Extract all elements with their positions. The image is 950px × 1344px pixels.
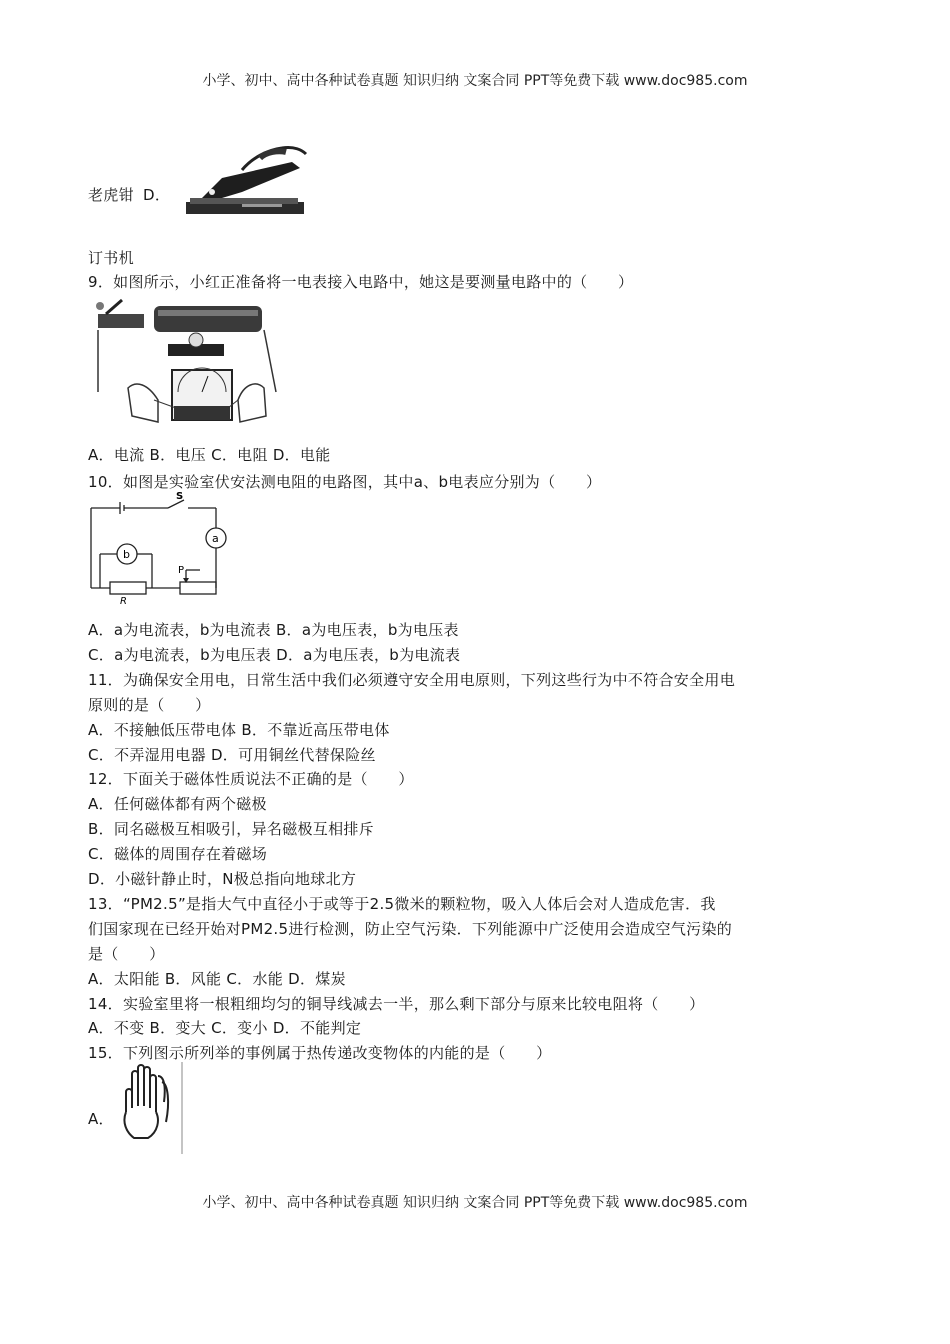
q10-meter-a-label: a [212, 532, 219, 545]
q12-option-b: B．同名磁极互相吸引，异名磁极互相排斥 [88, 820, 374, 838]
q8-option-d-prefix: D． [142, 186, 171, 204]
q8-option-d-label: 订书机 [88, 249, 134, 267]
q10-stem: 10．如图是实验室伏安法测电阻的电路图，其中a、b电表应分别为（ ） [88, 473, 602, 491]
q11-stem-line2: 原则的是（ ） [88, 696, 211, 714]
q11-options-line2: C．不弄湿用电器 D．可用铜丝代替保险丝 [88, 746, 376, 764]
q12-option-a: A．任何磁体都有两个磁极 [88, 795, 267, 813]
q12-option-c: C．磁体的周围存在着磁场 [88, 845, 268, 863]
q15-option-a-prefix: A． [88, 1110, 114, 1128]
q9-stem: 9．如图所示，小红正准备将一电表接入电路中，她这是要测量电路中的（ ） [88, 273, 634, 291]
q10-resistor-label: R [120, 596, 127, 606]
q10-meter-b-label: b [123, 548, 130, 561]
q10-circuit-diagram [88, 490, 230, 606]
q13-stem-line2: 们国家现在已经开始对PM2.5进行检测，防止空气污染．下列能源中广泛使用会造成空气污染的 [88, 920, 733, 938]
q12-option-d: D．小磁针静止时，N极总指向地球北方 [88, 870, 357, 888]
page-header: 小学、初中、高中各种试卷真题 知识归纳 文案合同 PPT等免费下载 www.doc985.com [202, 73, 748, 89]
q13-stem-line3: 是（ ） [88, 945, 165, 963]
hands-rubbing-figure [118, 1062, 188, 1154]
q8-option-c-text: 老虎钳 [88, 186, 134, 204]
q14-options: A．不变 B．变大 C．变小 D．不能判定 [88, 1019, 362, 1037]
q8-option-c-label [88, 185, 170, 205]
q10-switch-label: S [176, 491, 184, 502]
q10-slider-label: P [178, 565, 185, 576]
q13-stem-line1: 13．“PM2.5”是指大气中直径小于或等于2.5微米的颗粒物，吸入人体后会对人造成危害．我 [88, 895, 716, 913]
q10-options-line1: A．a为电流表，b为电流表 B．a为电压表，b为电压表 [88, 621, 459, 639]
q10-options-line2: C．a为电流表，b为电压表 D．a为电压表，b为电流表 [88, 646, 461, 664]
q15-stem: 15．下列图示所列举的事例属于热传递改变物体的内能的是（ ） [88, 1044, 552, 1062]
page-footer: 小学、初中、高中各种试卷真题 知识归纳 文案合同 PPT等免费下载 www.doc985.com [202, 1195, 748, 1211]
q11-stem-line1: 11．为确保安全用电，日常生活中我们必须遵守安全用电原则，下列这些行为中不符合安全用电 [88, 671, 735, 689]
q11-options-line1: A．不接触低压带电体 B．不靠近高压带电体 [88, 721, 390, 739]
q9-options: A．电流 B．电压 C．电阻 D．电能 [88, 446, 331, 464]
q9-circuit-figure [88, 296, 288, 442]
q13-options: A．太阳能 B．风能 C．水能 D．煤炭 [88, 970, 346, 988]
q14-stem: 14．实验室里将一根粗细均匀的铜导线减去一半，那么剩下部分与原来比较电阻将（ ） [88, 995, 705, 1013]
stapler-figure [182, 140, 310, 220]
q12-stem: 12．下面关于磁体性质说法不正确的是（ ） [88, 770, 414, 788]
